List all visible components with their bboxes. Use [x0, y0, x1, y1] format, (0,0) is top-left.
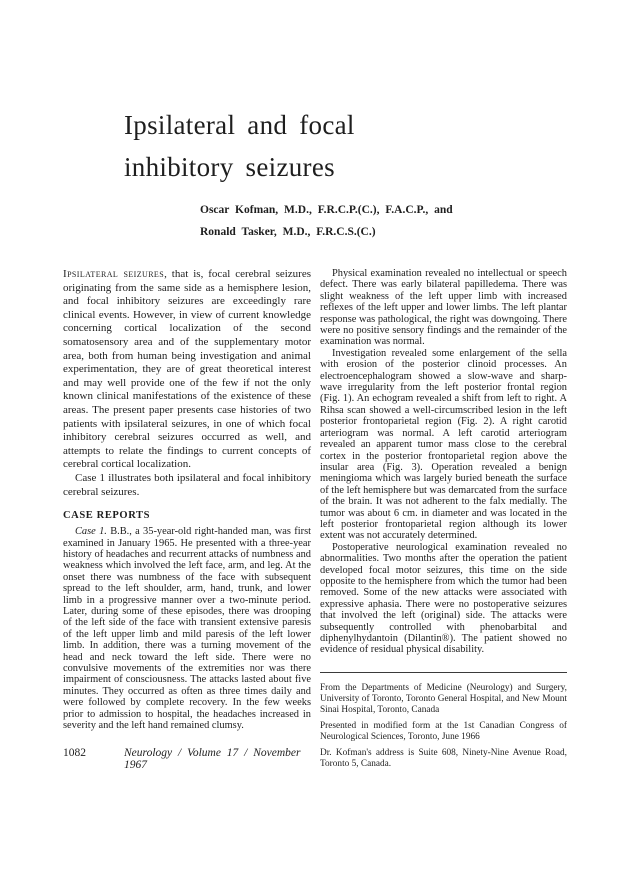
intro-lead-smallcaps: Ipsilateral seizures — [63, 268, 165, 280]
intro-paragraph — [63, 268, 311, 472]
footnote-affiliation: From the Departments of Medicine (Neurology) and Surgery, University of Toronto, Toronto General Hospital, and New Mount Sinai Hospital, Toronto, Canada — [320, 682, 567, 715]
page-number: 1082 — [63, 747, 86, 760]
intro-paragraph-text: , that is, focal cerebral seizures originating from the same side as a hemisphere lesion, and focal inhibitory seizures are exceedingly rare clinical events. However, in view of current knowledge concerning cortical localization of the second somatosensory area and of the supplementary motor area, both from human being investigation and animal experimentation, they are of great theoretical interest and may well provide one of the few if not the only known clinical manifestations of the existence of these areas. The present paper presents case histories of two patients with ipsilateral seizures, in one of which focal inhibitory cerebral seizures occurred as well, and attempts to relate the findings to current concepts of cerebral cortical localization. — [63, 268, 311, 471]
intro-paragraph-2: Case 1 illustrates both ipsilateral and focal inhibitory cerebral seizures. — [63, 471, 311, 498]
left-column — [63, 268, 311, 771]
investigation-paragraph: Investigation revealed some enlargement of the sella with erosion of the posterior clinoid processes. An electroencephalogram showed a slow-wave and sharp-wave irregularity from the left posterior frontal region (Fig. 1). An echogram revealed a shift from left to right. A Rihsa scan showed a well-circumscribed lesion in the left posterior frontoparietal region (Fig. 2). A right carotid arteriogram was normal. A left carotid arteriogram revealed an apparent tumor mass close to the cerebral cortex in the posterior frontoparietal region above the insular area (Fig. 3). Operation revealed a benign meningioma which was largely buried beneath the surface of the left hemisphere but was demarcated from the surface of the brain. It was not adherent to the falx medially. The tumor was about 6 cm. in diameter and was located in the left posterior frontoparietal region although its lower extent was not accurately determined. — [320, 347, 567, 542]
article-title-line2: inhibitory seizures — [124, 152, 335, 182]
article-title-line1: Ipsilateral and focal — [124, 110, 355, 140]
exam-paragraph: Physical examination revealed no intellectual or speech defect. There was early bilateral papilledema. There was slight weakness of the left upper limb with increased reflexes of the left upper and lower limbs. The left plantar response was pathological, the right was downgoing. There were no positive sensory findings and the remainder of the examination was normal. — [320, 268, 567, 348]
right-column — [320, 268, 567, 775]
footnote-presentation: Presented in modified form at the 1st Canadian Congress of Neurological Sciences, Toronto, June 1966 — [320, 720, 567, 742]
page-footer — [63, 747, 311, 771]
article-title — [124, 104, 355, 188]
author-byline-line1: Oscar Kofman, M.D., F.R.C.P.(C.), F.A.C.P., and — [200, 204, 453, 216]
section-heading-case-reports: CASE REPORTS — [63, 510, 151, 522]
footnote-address: Dr. Kofman's address is Suite 608, Ninety-Nine Avenue Road, Toronto 5, Canada. — [320, 747, 567, 769]
journal-footer-line: Neurology / Volume 17 / November 1967 — [124, 747, 301, 772]
case1-paragraph-text: B.B., a 35-year-old right-handed man, was first examined in January 1965. He presented with a three-year history of headaches and recurrent attacks of numbness and weakness which involved the left face, arm, and leg. At the onset there was numbness of the face with subsequent spread to the left shoulder, arm, hand, trunk, and lower limb in a progressive manner over a two-minute period. Later, during some of these episodes, there was drooping of the left side of the face with transient extensive paresis of the left upper limb and mild paresis of the left lower limb. In addition, there was a turning movement of the head and neck toward the left side. There were no convulsive movements of the extremities nor was there impairment of consciousness. The attacks lasted about five minutes. They occurred as often as three times daily and were followed by complete recovery. In the few weeks prior to admission to hospital, the headaches increased in severity and the left hand remained clumsy. — [63, 526, 311, 731]
author-byline — [200, 200, 453, 243]
case1-paragraph — [63, 526, 311, 731]
footnote-divider — [320, 672, 567, 673]
author-byline-line2: Ronald Tasker, M.D., F.R.C.S.(C.) — [200, 225, 376, 238]
case1-label: Case 1. — [75, 526, 107, 538]
postoperative-paragraph: Postoperative neurological examination revealed no abnormalities. Two months after the operation the patient developed focal motor seizures, this time on the side opposite to the hemisphere from which the tumor had been removed. Some of the new attacks were associated with expressive aphasia. There were no postoperative seizures that involved the left (original) side. The attacks were subsequently controlled with phenobarbital and diphenylhydantoin (Dilantin®). The patient showed no evidence of residual physical disability. — [320, 541, 567, 656]
